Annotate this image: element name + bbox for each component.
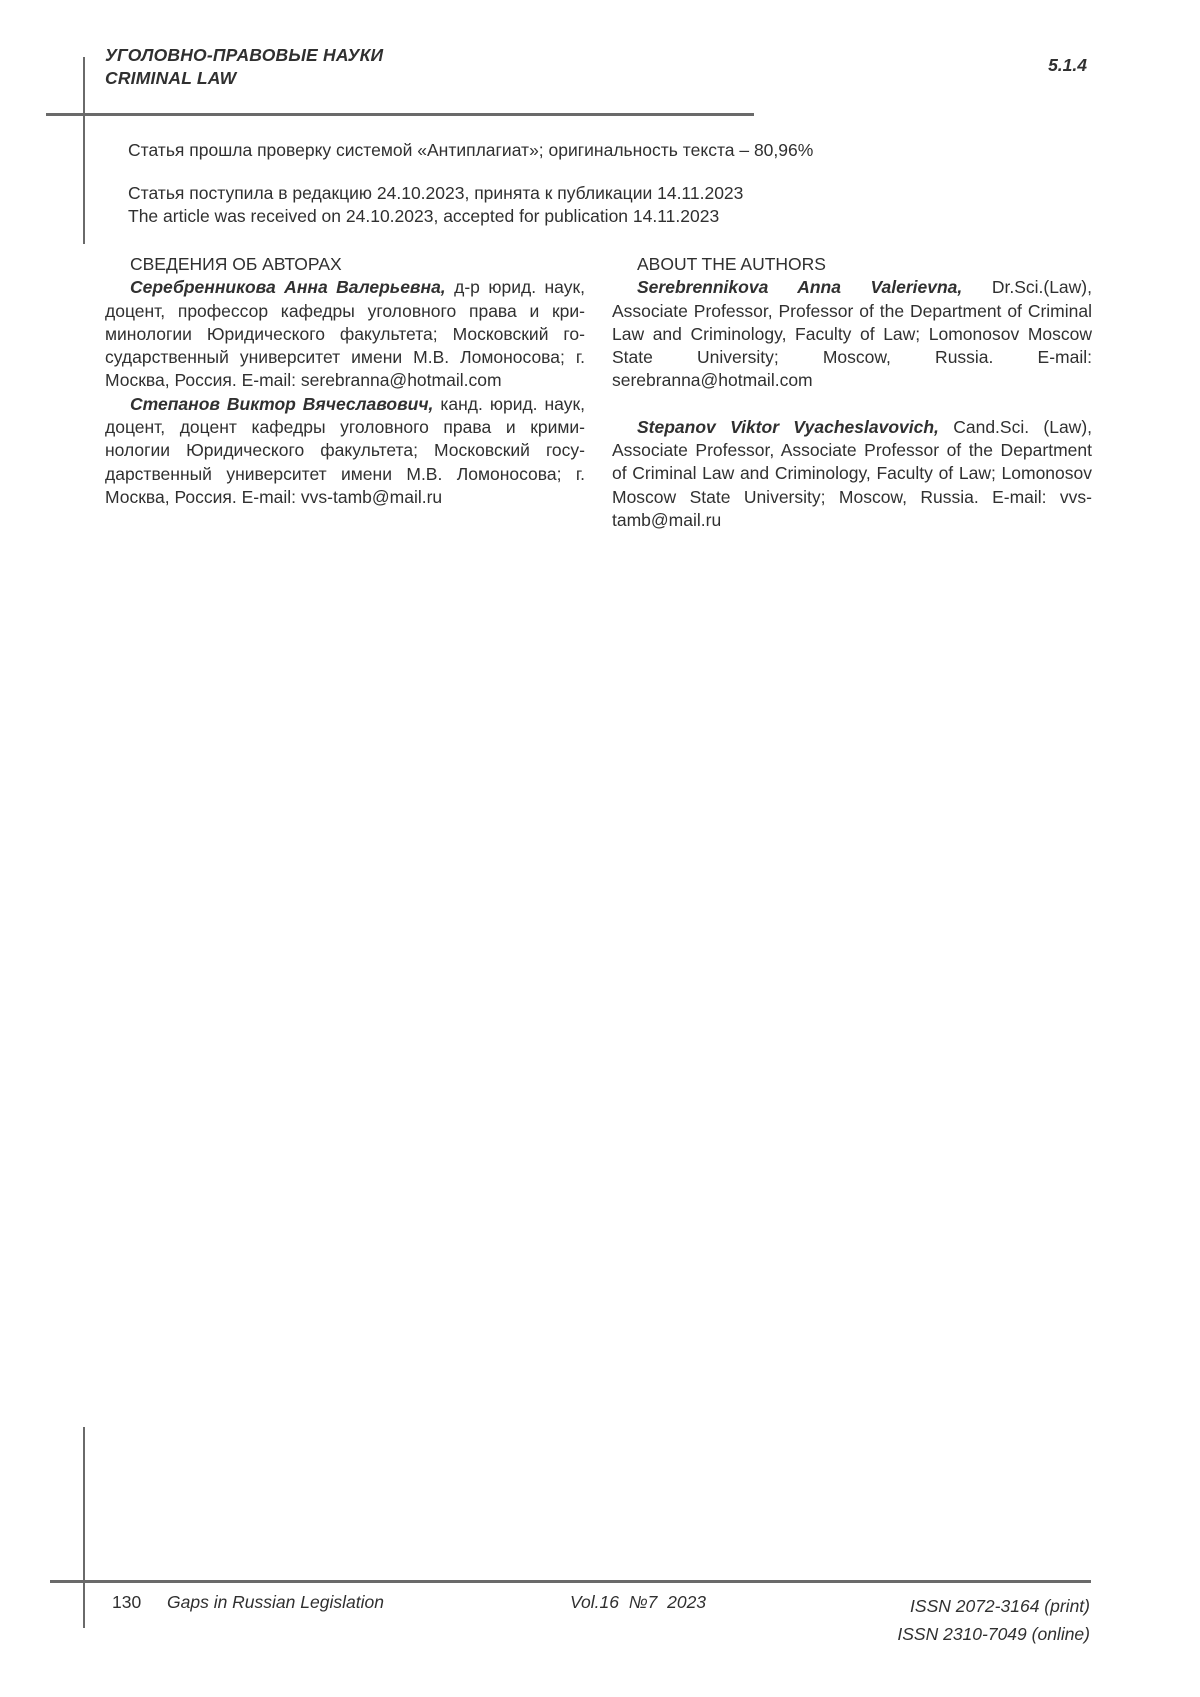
margin-vertical-line-bottom [83,1427,85,1628]
author-entry-ru-2 [105,393,585,509]
rubric-ru: УГОЛОВНО-ПРАВОВЫЕ НАУКИ [105,45,384,65]
issn-print: ISSN 2072-3164 (print) [910,1596,1090,1616]
page-header [105,44,383,90]
issn-online: ISSN 2310-7049 (online) [897,1624,1090,1644]
author-entry-en-1 [612,276,1092,392]
editorial-notices [128,139,813,228]
author-name: Серебренникова Анна Валерьевна, [130,277,446,298]
authors-column-en [612,253,1092,532]
received-note-ru: Статья поступила в редакцию 24.10.2023, принята к публикации 14.11.2023 [128,183,744,203]
received-note-en: The article was received on 24.10.2023, accepted for publication 14.11.2023 [128,206,720,226]
authors-heading-en: ABOUT THE AUTHORS [637,254,826,274]
authors-column-ru [105,253,585,532]
author-entry-en-2 [612,416,1092,532]
author-name: Serebrennikova Anna Valerievna, [637,277,963,298]
specialty-code: 5.1.4 [1048,55,1087,75]
authors-heading-ru: СВЕДЕНИЯ ОБ АВТОРАХ [130,254,342,274]
antiplagiat-note: Статья прошла проверку системой «Антиплагиат»; оригинальность текста – 80,96% [128,140,814,160]
page-number: 130 [112,1592,142,1612]
author-name: Stepanov Viktor Vyacheslavovich, [637,416,939,437]
authors-section [105,253,1092,532]
rubric-en: CRIMINAL LAW [105,68,237,88]
header-horizontal-rule [46,113,754,116]
margin-vertical-line-top [83,57,85,244]
author-details: канд. юрид. наук, доцент, доцент кафедры уголовного права и криминологии Юридического факультета; Московский государственный университет имени М.В. Ломоносова; г. Москва, Россия. E-mail: vvs-tamb@mail.ru [105,393,585,507]
author-name: Степанов Виктор Вячеславович, [130,393,434,414]
issn-block [897,1592,1090,1648]
journal-title: Gaps in Russian Legislation [167,1592,384,1612]
volume-issue: Vol.16 №7 2023 [570,1592,707,1612]
author-details: Cand.Sci. (Law), Associate Professor, Associate Professor of the Department of Criminal Law and Criminology, Faculty of Law; Lomonosov Moscow State University; Moscow, Russia. E-mail: vvs-tamb@mail.ru [612,416,1093,530]
author-entry-ru-1 [105,276,585,392]
author-details: Dr.Sci.(Law), Associate Professor, Professor of the Department of Criminal Law and Criminology, Faculty of Law; Lomonosov Moscow State University; Moscow, Russia. E-mail: serebranna@hotmail.com [612,277,1092,391]
author-details: д-р юрид. наук, доцент, профессор кафедры уголовного права и криминологии Юридического факультета; Московский государственный университет имени М.В. Ломоносова; г. Москва, Россия. E-mail: serebranna@hotmail.com [105,277,585,391]
footer-horizontal-rule [50,1580,1091,1583]
